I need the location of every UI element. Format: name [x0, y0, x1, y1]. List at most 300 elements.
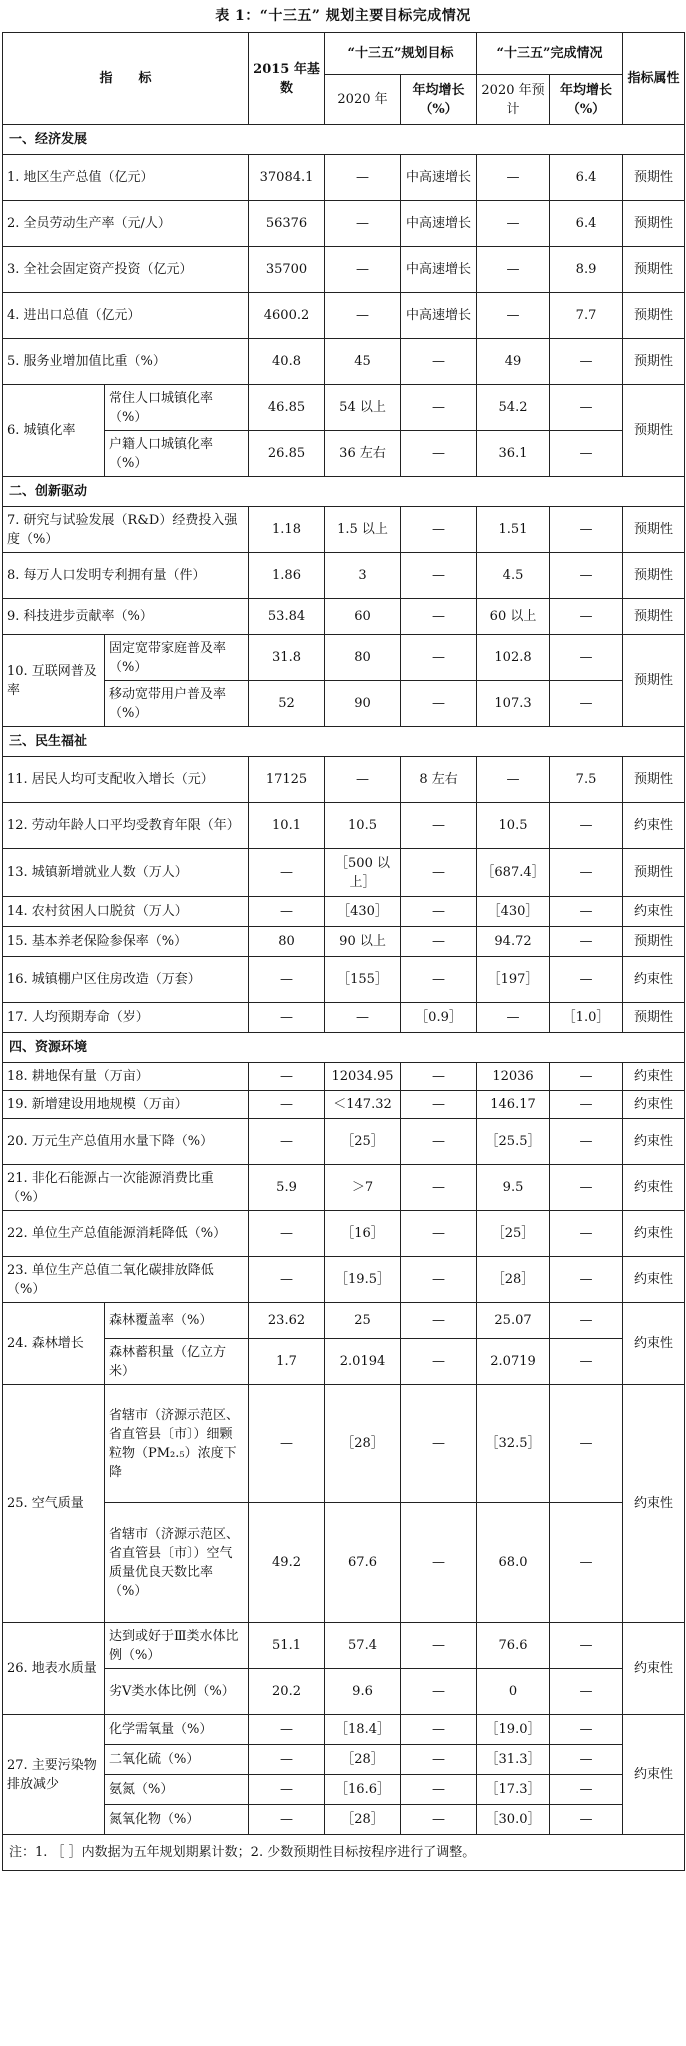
sub-indicator-name: 氮氧化物（%） [105, 1805, 249, 1835]
cell-attr: 约束性 [623, 1623, 685, 1715]
cell-plan-growth: — [401, 1165, 477, 1211]
cell-done-2020: 25.07 [477, 1303, 550, 1339]
cell-attr: 预期性 [623, 155, 685, 201]
cell-done-2020: 10.5 [477, 803, 550, 849]
indicator-name: 15. 基本养老保险参保率（%） [3, 927, 249, 957]
cell-plan-2020: 3 [325, 553, 401, 599]
indicator-name: 9. 科技进步贡献率（%） [3, 599, 249, 635]
section-row [3, 1033, 685, 1063]
cell-base: 17125 [249, 757, 325, 803]
cell-done-2020: 2.0719 [477, 1339, 550, 1385]
cell-done-2020: ［32.5］ [477, 1385, 550, 1503]
cell-done-2020: 54.2 [477, 385, 550, 431]
cell-plan-growth: — [401, 339, 477, 385]
indicator-name: 4. 进出口总值（亿元） [3, 293, 249, 339]
cell-attr: 约束性 [623, 897, 685, 927]
cell-plan-growth: — [401, 681, 477, 727]
section-title: 三、民生福祉 [3, 727, 685, 757]
cell-done-growth: — [550, 1211, 623, 1257]
sub-indicator-name: 氨氮（%） [105, 1775, 249, 1805]
sub-indicator-name: 户籍人口城镇化率（%） [105, 431, 249, 477]
cell-done-growth: 7.5 [550, 757, 623, 803]
cell-attr: 预期性 [623, 247, 685, 293]
cell-plan-2020: 12034.95 [325, 1063, 401, 1091]
indicator-name: 6. 城镇化率 [3, 385, 105, 477]
header-done-group: “十三五”完成情况 [477, 33, 623, 75]
cell-base: 35700 [249, 247, 325, 293]
cell-attr: 预期性 [623, 757, 685, 803]
cell-done-growth: — [550, 553, 623, 599]
cell-base: — [249, 1063, 325, 1091]
cell-plan-growth: — [401, 599, 477, 635]
table-row [3, 507, 685, 553]
header-done-growth: 年均增长（%） [550, 75, 623, 125]
cell-done-growth: — [550, 1257, 623, 1303]
cell-done-2020: 76.6 [477, 1623, 550, 1669]
cell-done-2020: 36.1 [477, 431, 550, 477]
cell-done-growth: 6.4 [550, 155, 623, 201]
cell-done-2020: ［30.0］ [477, 1805, 550, 1835]
cell-base: 53.84 [249, 599, 325, 635]
cell-base: 10.1 [249, 803, 325, 849]
indicator-name: 26. 地表水质量 [3, 1623, 105, 1715]
cell-plan-growth: — [401, 1669, 477, 1715]
indicator-name: 8. 每万人口发明专利拥有量（件） [3, 553, 249, 599]
sub-indicator-name: 二氧化硫（%） [105, 1745, 249, 1775]
cell-plan-2020: ［16.6］ [325, 1775, 401, 1805]
cell-base: — [249, 1257, 325, 1303]
cell-base: 56376 [249, 201, 325, 247]
cell-done-growth: — [550, 1805, 623, 1835]
indicator-name: 13. 城镇新增就业人数（万人） [3, 849, 249, 897]
cell-base: — [249, 1775, 325, 1805]
table-row [3, 553, 685, 599]
cell-plan-growth: — [401, 431, 477, 477]
cell-done-2020: 107.3 [477, 681, 550, 727]
cell-plan-growth: — [401, 1257, 477, 1303]
cell-done-2020: ［17.3］ [477, 1775, 550, 1805]
table-row [3, 1715, 685, 1745]
table-row [3, 339, 685, 385]
cell-done-growth: — [550, 431, 623, 477]
cell-done-growth: — [550, 1091, 623, 1119]
cell-plan-2020: 90 [325, 681, 401, 727]
cell-done-2020: ［25.5］ [477, 1119, 550, 1165]
indicator-name: 10. 互联网普及率 [3, 635, 105, 727]
cell-plan-2020: ［16］ [325, 1211, 401, 1257]
cell-plan-growth: — [401, 849, 477, 897]
cell-plan-growth: — [401, 385, 477, 431]
cell-attr: 预期性 [623, 849, 685, 897]
cell-base: 26.85 [249, 431, 325, 477]
cell-done-growth: — [550, 385, 623, 431]
table-row [3, 1385, 685, 1503]
cell-plan-2020: — [325, 293, 401, 339]
cell-base: — [249, 1091, 325, 1119]
cell-done-growth: — [550, 1669, 623, 1715]
cell-attr: 预期性 [623, 293, 685, 339]
header-indicator: 指 标 [3, 33, 249, 125]
indicator-name: 3. 全社会固定资产投资（亿元） [3, 247, 249, 293]
table-row [3, 635, 685, 681]
cell-plan-growth: — [401, 1119, 477, 1165]
header-done-2020: 2020 年预计 [477, 75, 550, 125]
sub-indicator-name: 森林覆盖率（%） [105, 1303, 249, 1339]
section-row [3, 477, 685, 507]
sub-indicator-name: 劣Ⅴ类水体比例（%） [105, 1669, 249, 1715]
table-row [3, 681, 685, 727]
indicator-name: 22. 单位生产总值能源消耗降低（%） [3, 1211, 249, 1257]
indicator-name: 25. 空气质量 [3, 1385, 105, 1623]
cell-done-growth: — [550, 681, 623, 727]
cell-base: — [249, 1385, 325, 1503]
cell-plan-2020: 80 [325, 635, 401, 681]
indicator-name: 2. 全员劳动生产率（元/人） [3, 201, 249, 247]
table-row [3, 803, 685, 849]
cell-plan-2020: ＞7 [325, 1165, 401, 1211]
cell-plan-growth: ［0.9］ [401, 1003, 477, 1033]
cell-base: 51.1 [249, 1623, 325, 1669]
cell-base: 1.86 [249, 553, 325, 599]
cell-plan-growth: — [401, 1805, 477, 1835]
header-plan-group: “十三五”规划目标 [325, 33, 477, 75]
cell-plan-growth: 中高速增长 [401, 201, 477, 247]
sub-indicator-name: 化学需氧量（%） [105, 1715, 249, 1745]
cell-base: — [249, 1119, 325, 1165]
cell-plan-2020: 2.0194 [325, 1339, 401, 1385]
cell-base: 46.85 [249, 385, 325, 431]
cell-plan-2020: 9.6 [325, 1669, 401, 1715]
cell-done-growth: — [550, 927, 623, 957]
table-row [3, 927, 685, 957]
cell-done-2020: ［25］ [477, 1211, 550, 1257]
table-row [3, 431, 685, 477]
table-row [3, 1805, 685, 1835]
sub-indicator-name: 固定宽带家庭普及率（%） [105, 635, 249, 681]
cell-plan-2020: 10.5 [325, 803, 401, 849]
section-row [3, 125, 685, 155]
cell-done-2020: — [477, 293, 550, 339]
cell-plan-2020: 60 [325, 599, 401, 635]
cell-base: 31.8 [249, 635, 325, 681]
indicator-name: 11. 居民人均可支配收入增长（元） [3, 757, 249, 803]
cell-plan-2020: 54 以上 [325, 385, 401, 431]
indicator-name: 18. 耕地保有量（万亩） [3, 1063, 249, 1091]
sub-indicator-name: 常住人口城镇化率（%） [105, 385, 249, 431]
cell-attr: 预期性 [623, 1003, 685, 1033]
cell-plan-2020: — [325, 201, 401, 247]
cell-plan-growth: — [401, 1211, 477, 1257]
cell-attr: 约束性 [623, 957, 685, 1003]
sub-indicator-name: 移动宽带用户普及率（%） [105, 681, 249, 727]
cell-done-2020: 1.51 [477, 507, 550, 553]
cell-plan-growth: — [401, 957, 477, 1003]
cell-done-2020: ［197］ [477, 957, 550, 1003]
cell-plan-growth: — [401, 635, 477, 681]
cell-done-2020: 94.72 [477, 927, 550, 957]
indicator-name: 21. 非化石能源占一次能源消费比重（%） [3, 1165, 249, 1211]
table-row [3, 385, 685, 431]
table-row [3, 1303, 685, 1339]
cell-attr: 约束性 [623, 1303, 685, 1385]
cell-plan-2020: ［19.5］ [325, 1257, 401, 1303]
indicator-name: 12. 劳动年龄人口平均受教育年限（年） [3, 803, 249, 849]
cell-plan-2020: — [325, 757, 401, 803]
cell-attr: 约束性 [623, 1715, 685, 1835]
section-title: 四、资源环境 [3, 1033, 685, 1063]
cell-attr: 约束性 [623, 1211, 685, 1257]
cell-done-2020: ［430］ [477, 897, 550, 927]
table-row [3, 1503, 685, 1623]
cell-base: 49.2 [249, 1503, 325, 1623]
cell-done-growth: — [550, 1623, 623, 1669]
cell-done-2020: 146.17 [477, 1091, 550, 1119]
table-row [3, 1003, 685, 1033]
cell-done-2020: — [477, 1003, 550, 1033]
cell-plan-growth: 8 左右 [401, 757, 477, 803]
cell-attr: 预期性 [623, 385, 685, 477]
cell-done-2020: ［19.0］ [477, 1715, 550, 1745]
cell-done-growth: — [550, 1385, 623, 1503]
cell-attr: 约束性 [623, 803, 685, 849]
indicator-name: 20. 万元生产总值用水量下降（%） [3, 1119, 249, 1165]
cell-plan-2020: ［500 以上］ [325, 849, 401, 897]
cell-done-2020: ［687.4］ [477, 849, 550, 897]
cell-done-2020: — [477, 201, 550, 247]
table-row [3, 897, 685, 927]
table-row [3, 1119, 685, 1165]
cell-done-2020: 0 [477, 1669, 550, 1715]
header-attr: 指标属性 [623, 33, 685, 125]
cell-attr: 约束性 [623, 1257, 685, 1303]
cell-plan-growth: — [401, 803, 477, 849]
cell-done-2020: 49 [477, 339, 550, 385]
cell-plan-growth: — [401, 897, 477, 927]
cell-done-growth: — [550, 1119, 623, 1165]
cell-plan-2020: 1.5 以上 [325, 507, 401, 553]
table-row [3, 247, 685, 293]
indicator-name: 19. 新增建设用地规模（万亩） [3, 1091, 249, 1119]
cell-done-growth: — [550, 849, 623, 897]
table-row [3, 293, 685, 339]
sub-indicator-name: 省辖市（济源示范区、省直管县〔市〕）空气质量优良天数比率（%） [105, 1503, 249, 1623]
cell-base: — [249, 1745, 325, 1775]
cell-plan-2020: ［18.4］ [325, 1715, 401, 1745]
cell-plan-growth: 中高速增长 [401, 247, 477, 293]
cell-attr: 预期性 [623, 599, 685, 635]
cell-attr: 预期性 [623, 553, 685, 599]
cell-done-growth: 6.4 [550, 201, 623, 247]
cell-base: 1.18 [249, 507, 325, 553]
cell-plan-2020: ［28］ [325, 1745, 401, 1775]
table-row [3, 599, 685, 635]
cell-plan-2020: ＜147.32 [325, 1091, 401, 1119]
cell-base: 52 [249, 681, 325, 727]
cell-base: 37084.1 [249, 155, 325, 201]
cell-done-2020: 4.5 [477, 553, 550, 599]
cell-done-2020: — [477, 247, 550, 293]
cell-plan-growth: — [401, 1091, 477, 1119]
cell-plan-growth: — [401, 1715, 477, 1745]
table-row [3, 1623, 685, 1669]
cell-plan-growth: — [401, 1339, 477, 1385]
table-row [3, 1669, 685, 1715]
cell-plan-2020: ［28］ [325, 1385, 401, 1503]
table-row [3, 849, 685, 897]
cell-plan-growth: — [401, 927, 477, 957]
cell-plan-growth: 中高速增长 [401, 293, 477, 339]
cell-plan-growth: — [401, 1775, 477, 1805]
indicator-name: 1. 地区生产总值（亿元） [3, 155, 249, 201]
cell-attr: 约束性 [623, 1119, 685, 1165]
table-note: 注：1. ［ ］内数据为五年规划期累计数；2. 少数预期性目标按程序进行了调整。 [3, 1835, 685, 1871]
targets-table [2, 32, 685, 1871]
cell-attr: 约束性 [623, 1063, 685, 1091]
cell-done-growth: — [550, 1165, 623, 1211]
cell-done-growth: — [550, 957, 623, 1003]
table-row [3, 1211, 685, 1257]
table-row [3, 1257, 685, 1303]
sub-indicator-name: 省辖市（济源示范区、省直管县〔市〕）细颗粒物（PM₂.₅）浓度下降 [105, 1385, 249, 1503]
table-row [3, 155, 685, 201]
cell-plan-2020: 25 [325, 1303, 401, 1339]
cell-base: — [249, 1805, 325, 1835]
cell-attr: 约束性 [623, 1165, 685, 1211]
cell-base: 80 [249, 927, 325, 957]
cell-done-growth: — [550, 803, 623, 849]
cell-base: 20.2 [249, 1669, 325, 1715]
cell-done-2020: 102.8 [477, 635, 550, 681]
indicator-name: 14. 农村贫困人口脱贫（万人） [3, 897, 249, 927]
indicator-name: 17. 人均预期寿命（岁） [3, 1003, 249, 1033]
cell-plan-2020: 90 以上 [325, 927, 401, 957]
cell-plan-2020: ［25］ [325, 1119, 401, 1165]
cell-done-growth: — [550, 1715, 623, 1745]
section-title: 一、经济发展 [3, 125, 685, 155]
cell-done-growth: — [550, 1775, 623, 1805]
cell-plan-2020: ［28］ [325, 1805, 401, 1835]
cell-plan-growth: 中高速增长 [401, 155, 477, 201]
cell-done-2020: ［28］ [477, 1257, 550, 1303]
cell-plan-growth: — [401, 553, 477, 599]
cell-plan-growth: — [401, 1745, 477, 1775]
cell-done-growth: — [550, 897, 623, 927]
indicator-name: 23. 单位生产总值二氧化碳排放降低（%） [3, 1257, 249, 1303]
cell-base: 23.62 [249, 1303, 325, 1339]
table-row [3, 757, 685, 803]
table-row [3, 1063, 685, 1091]
table-title: 表 1：“十三五” 规划主要目标完成情况 [215, 8, 471, 24]
indicator-name: 27. 主要污染物排放减少 [3, 1715, 105, 1835]
cell-plan-growth: — [401, 507, 477, 553]
cell-plan-2020: 36 左右 [325, 431, 401, 477]
cell-plan-2020: 57.4 [325, 1623, 401, 1669]
cell-done-2020: 60 以上 [477, 599, 550, 635]
cell-done-growth: — [550, 339, 623, 385]
cell-done-growth: — [550, 1503, 623, 1623]
cell-plan-2020: 67.6 [325, 1503, 401, 1623]
note-row [3, 1835, 685, 1871]
cell-done-2020: 12036 [477, 1063, 550, 1091]
cell-done-growth: — [550, 635, 623, 681]
cell-done-2020: ［31.3］ [477, 1745, 550, 1775]
cell-plan-growth: — [401, 1385, 477, 1503]
cell-base: 40.8 [249, 339, 325, 385]
cell-done-growth: 8.9 [550, 247, 623, 293]
cell-done-growth: — [550, 1339, 623, 1385]
table-row [3, 957, 685, 1003]
cell-base: — [249, 1715, 325, 1745]
cell-base: — [249, 849, 325, 897]
cell-plan-2020: — [325, 247, 401, 293]
indicator-name: 7. 研究与试验发展（R&D）经费投入强度（%） [3, 507, 249, 553]
cell-attr: 预期性 [623, 507, 685, 553]
cell-plan-growth: — [401, 1303, 477, 1339]
sub-indicator-name: 达到或好于Ⅲ类水体比例（%） [105, 1623, 249, 1669]
table-row [3, 201, 685, 247]
cell-plan-growth: — [401, 1503, 477, 1623]
cell-plan-2020: ［155］ [325, 957, 401, 1003]
cell-plan-2020: — [325, 155, 401, 201]
cell-plan-2020: ［430］ [325, 897, 401, 927]
cell-attr: 约束性 [623, 1385, 685, 1623]
table-row [3, 1091, 685, 1119]
cell-base: — [249, 1211, 325, 1257]
cell-base: 5.9 [249, 1165, 325, 1211]
section-title: 二、创新驱动 [3, 477, 685, 507]
cell-done-growth: — [550, 599, 623, 635]
cell-done-growth: — [550, 1063, 623, 1091]
indicator-name: 24. 森林增长 [3, 1303, 105, 1385]
cell-base: 1.7 [249, 1339, 325, 1385]
cell-done-growth: 7.7 [550, 293, 623, 339]
cell-plan-2020: — [325, 1003, 401, 1033]
cell-attr: 预期性 [623, 339, 685, 385]
section-row [3, 727, 685, 757]
sub-indicator-name: 森林蓄积量（亿立方米） [105, 1339, 249, 1385]
cell-base: — [249, 957, 325, 1003]
table-row [3, 1775, 685, 1805]
cell-base: — [249, 897, 325, 927]
cell-done-growth: — [550, 1745, 623, 1775]
table-row [3, 1165, 685, 1211]
cell-plan-growth: — [401, 1623, 477, 1669]
cell-attr: 约束性 [623, 1091, 685, 1119]
cell-attr: 预期性 [623, 201, 685, 247]
cell-done-2020: — [477, 757, 550, 803]
indicator-name: 16. 城镇棚户区住房改造（万套） [3, 957, 249, 1003]
header-plan-growth: 年均增长（%） [401, 75, 477, 125]
cell-done-2020: — [477, 155, 550, 201]
indicator-name: 5. 服务业增加值比重（%） [3, 339, 249, 385]
table-row [3, 1339, 685, 1385]
header-plan-2020: 2020 年 [325, 75, 401, 125]
header-row-1 [3, 33, 685, 75]
cell-attr: 预期性 [623, 635, 685, 727]
header-base-2015: 2015 年基数 [249, 33, 325, 125]
table-row [3, 1745, 685, 1775]
cell-base: — [249, 1003, 325, 1033]
cell-done-growth: ［1.0］ [550, 1003, 623, 1033]
cell-done-growth: — [550, 507, 623, 553]
cell-attr: 预期性 [623, 927, 685, 957]
cell-done-growth: — [550, 1303, 623, 1339]
cell-done-2020: 9.5 [477, 1165, 550, 1211]
cell-done-2020: 68.0 [477, 1503, 550, 1623]
cell-base: 4600.2 [249, 293, 325, 339]
cell-plan-2020: 45 [325, 339, 401, 385]
cell-plan-growth: — [401, 1063, 477, 1091]
